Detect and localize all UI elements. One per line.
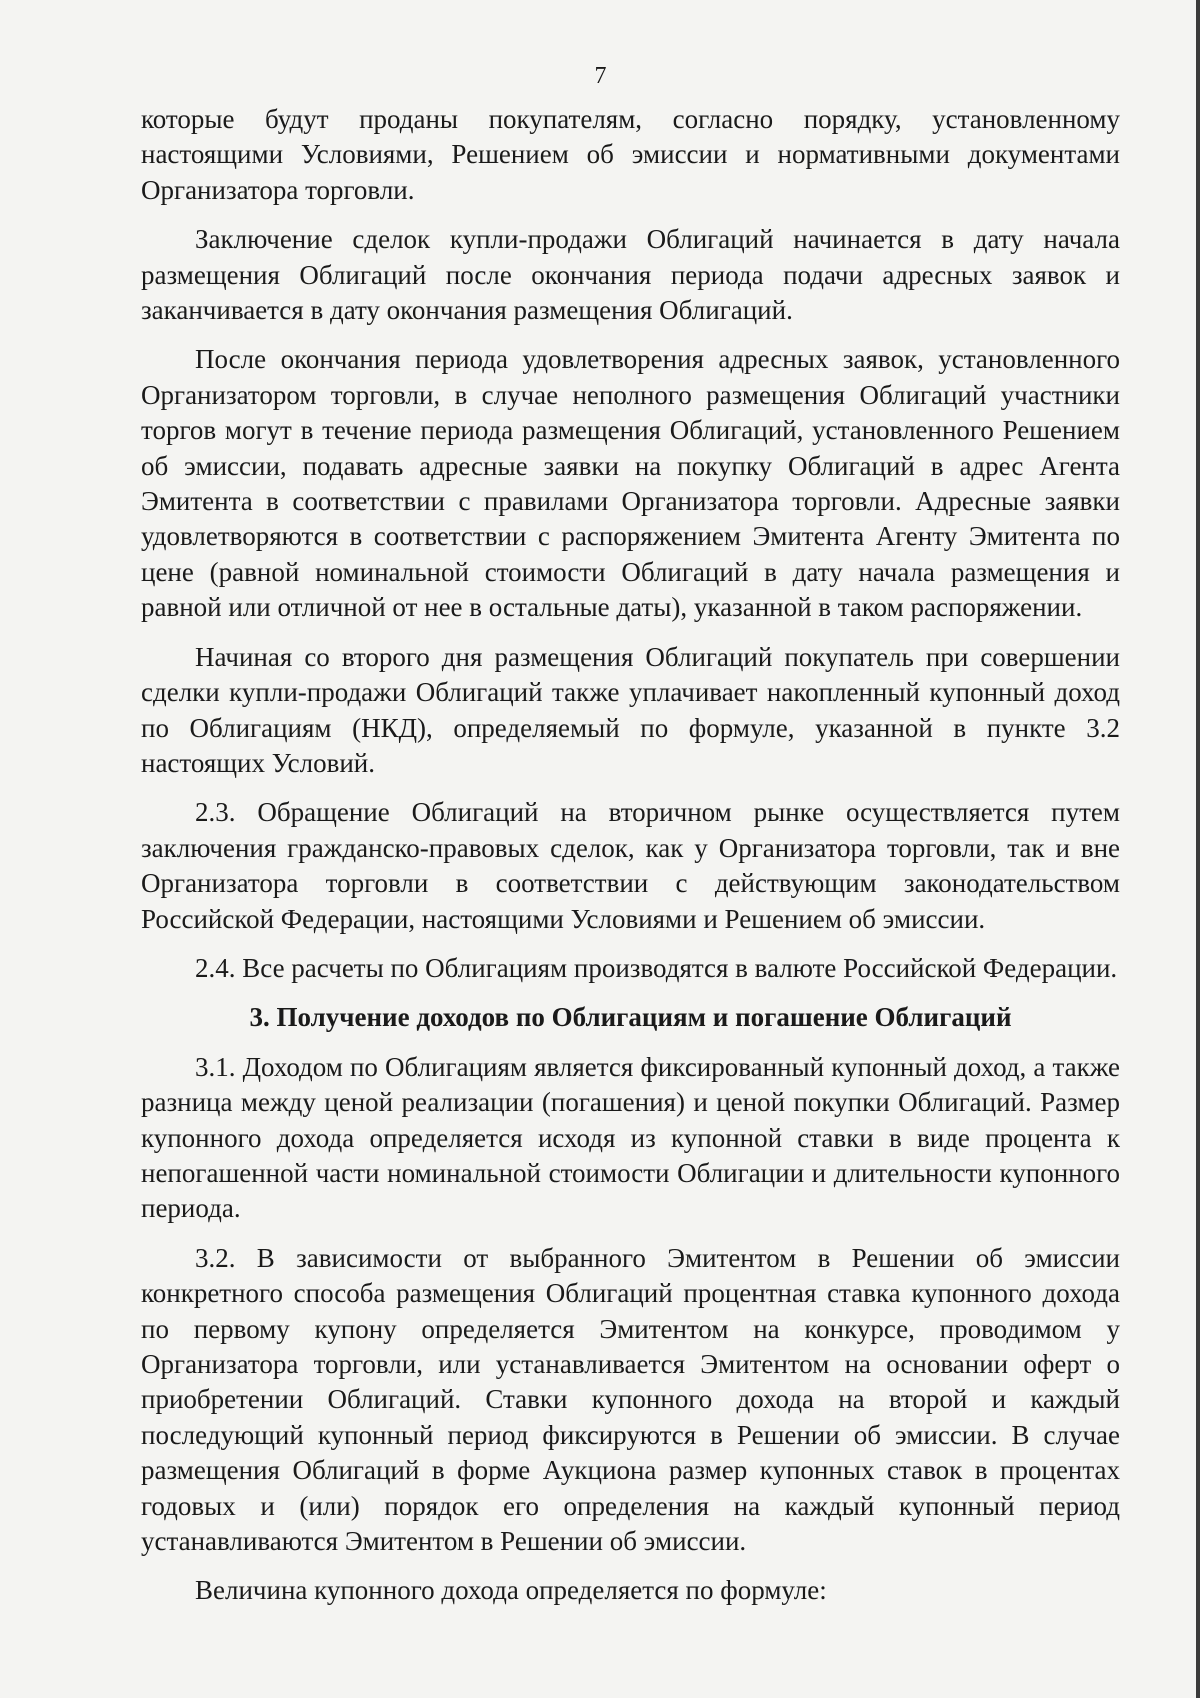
paragraph-2-4: 2.4. Все расчеты по Облигациям производятся в валюте Российской Федерации. [195, 952, 1118, 983]
paragraph-2-3: 2.3. Обращение Облигаций на вторичном рынке осуществляется путем заключения гражданско-правовых сделок, как у Организатора торговли, так и вне Организатора торговли в соответствии с действующим законодательством Российской Федерации, настоящими Условиями и Решением об эмиссии. [141, 797, 1120, 934]
paragraph-accrued-coupon: Начиная со второго дня размещения Облигаций покупатель при совершении сделки купли-продажи Облигаций также уплачивает накопленный купонный доход по Облигациям (НКД), определяемый по формуле, указанной в пункте 3.2 настоящих Условий. [141, 641, 1120, 778]
scan-edge [1196, 0, 1200, 1698]
paragraph-continuation: которые будут проданы покупателям, согласно порядку, установленному настоящими Условиями, Решением об эмиссии и нормативными документами Организатора торговли. [141, 104, 1120, 205]
section-heading: 3. Получение доходов по Облигациям и погашение Облигаций [249, 1002, 1012, 1033]
paragraph-deal-conclusion: Заключение сделок купли-продажи Облигаций начинается в дату начала размещения Облигаций после окончания периода подачи адресных заявок и заканчивается в дату окончания размещения Облигаций. [141, 224, 1120, 326]
paragraph-3-1: 3.1. Доходом по Облигациям является фиксированный купонный доход, а также разница между ценой реализации (погашения) и ценой покупки Облигаций. Размер купонного дохода определяется исходя из купонной ставки в виде процента к непогашенной части номинальной стоимости Облигации и длительности купонного периода. [141, 1051, 1120, 1224]
paragraph-address-orders: После окончания периода удовлетворения адресных заявок, установленного Организатором торговли, в случае неполного размещения Облигаций участники торгов могут в течение периода размещения Облигаций, установленного Решением об эмиссии, подавать адресные заявки на покупку Облигаций в адрес Агента Эмитента в соответствии с правилами Организатора торговли. Адресные заявки удовлетворяются в соответствии с распоряжением Эмитента Агенту Эмитента по цене (равной номинальной стоимости Облигаций в дату начала размещения и равной или отличной от нее в остальные даты), указанной в таком распоряжении. [141, 344, 1120, 623]
paragraph-3-2: 3.2. В зависимости от выбранного Эмитентом в Решении об эмиссии конкретного способа размещения Облигаций процентная ставка купонного дохода по первому купону определяется Эмитентом на конкурсе, проводимом у Организатора торговли, или устанавливается Эмитентом на основании оферт о приобретении Облигаций. Ставки купонного дохода на второй и каждый последующий купонный период фиксируются в Решении об эмиссии. В случае размещения Облигаций в форме Аукциона размер купонных ставок в процентах годовых и (или) порядок его определения на каждый купонный период устанавливаются Эмитентом в Решении об эмиссии. [141, 1242, 1120, 1557]
page-number: 7 [594, 63, 607, 89]
paragraph-formula-intro: Величина купонного дохода определяется по формуле: [195, 1575, 827, 1606]
